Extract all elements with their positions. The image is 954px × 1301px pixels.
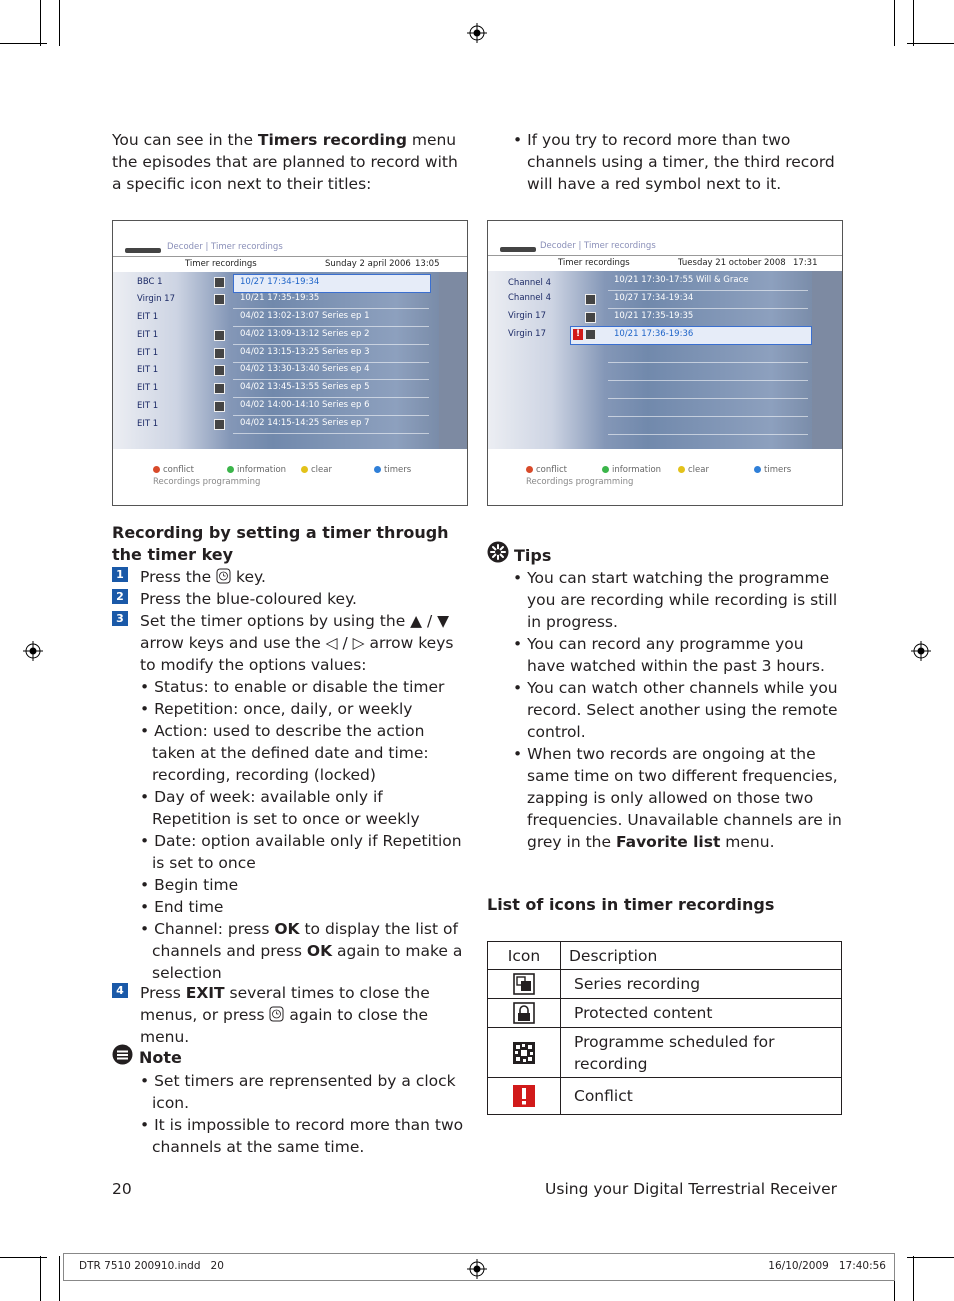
table-row: 04/02 13:30-13:40 Series ep 4	[233, 362, 429, 380]
tips-heading: Tips	[514, 546, 552, 565]
list-item: • It is impossible to record more than two channels at the same time.	[140, 1116, 464, 1156]
scheduled-icon	[585, 294, 596, 305]
channel-label: Virgin 17	[508, 329, 546, 339]
table-row	[608, 345, 808, 363]
list-item: • You can watch other channels while you record. Select another using the remote control.	[513, 679, 838, 741]
table-header-row	[488, 942, 842, 970]
channel-label: EIT 1	[137, 312, 159, 322]
decoder-logo	[500, 247, 536, 252]
table-row	[488, 1078, 842, 1115]
table-row: 04/02 13:45-13:55 Series ep 5	[233, 380, 429, 398]
notes-list	[140, 1070, 466, 1158]
channel-label: EIT 1	[137, 419, 159, 429]
crop-mark	[59, 0, 60, 46]
channel-label: Virgin 17	[508, 311, 546, 321]
registration-mark-icon	[23, 641, 43, 661]
screenshot-timer-recordings-conflict	[487, 220, 843, 506]
table-row	[488, 1028, 842, 1078]
note-heading: Note	[139, 1048, 182, 1067]
list-item: • Action: used to describe the action taken at the defined date and time: recording, recording (locked)	[140, 722, 429, 784]
slug-left: DTR 7510 200910.indd 20	[79, 1260, 224, 1272]
recordings-programming-label: Recordings programming	[153, 477, 261, 487]
scheduled-icon	[214, 294, 225, 305]
channel-label: EIT 1	[137, 330, 159, 340]
list-item: • You can record any programme you have watched within the past 3 hours.	[513, 635, 825, 675]
legend-conflict: conflict	[526, 465, 567, 475]
timer-key-icon	[269, 1006, 284, 1022]
screen-time: 17:31	[793, 258, 818, 268]
tips-icon	[487, 541, 509, 563]
scheduled-icon	[512, 1041, 536, 1065]
icon-description: Programme scheduled for recording	[561, 1028, 842, 1078]
step-badge: 4	[112, 983, 128, 998]
crop-mark	[913, 1256, 914, 1301]
conflict-icon	[512, 1084, 536, 1108]
series-icon	[214, 401, 225, 412]
table-row: 10/21 17:30-17:55 Will & Grace	[608, 273, 808, 291]
legend-information: information	[602, 465, 661, 475]
icons-table	[487, 941, 842, 1115]
legend-timers: timers	[754, 465, 791, 475]
left-right-arrows: ◁ / ▷	[325, 634, 365, 652]
legend-timers: timers	[374, 465, 411, 475]
conflict-intro: • If you try to record more than two channels using a timer, the third record will have a red symbol next to it.	[513, 131, 835, 193]
series-icon	[513, 973, 535, 995]
list-item: • When two records are ongoing at the same time on two different frequencies, zapping is only allowed on those two frequencies. Unavailable channels are in grey in the Favorite list menu.	[513, 745, 842, 851]
table-row: 04/02 14:15-14:25 Series ep 7	[233, 416, 429, 434]
icon-description: Conflict	[561, 1078, 842, 1115]
list-item: • Set timers are reprensented by a clock icon.	[140, 1072, 456, 1112]
channel-label: EIT 1	[137, 401, 159, 411]
channel-label: Channel 4	[508, 293, 552, 303]
screen-header	[113, 256, 467, 273]
step-2-text: Press the blue-coloured key.	[140, 590, 357, 608]
step-4-text: Press EXIT several times to close the menus, or press again to close the menu.	[140, 984, 430, 1046]
screen-header	[488, 255, 842, 272]
legend-conflict: conflict	[153, 465, 194, 475]
legend-information: information	[227, 465, 286, 475]
section-heading: Recording by setting a timer through the timer key	[112, 523, 449, 564]
list-item: • Channel: press OK to display the list of channels and press OK again to make a selection	[140, 920, 463, 982]
channel-label: BBC 1	[137, 277, 163, 287]
step-1-text: Press the key.	[140, 568, 266, 586]
list-item: • You can start watching the programme you are recording while recording is still in progress.	[513, 569, 838, 631]
breadcrumb: Decoder | Timer recordings	[167, 242, 283, 252]
table-row: 10/27 17:34-19:34	[233, 274, 431, 293]
list-item: • Day of week: available only if Repetition is set to once or weekly	[140, 788, 420, 828]
scheduled-icon	[214, 277, 225, 288]
crop-mark	[894, 0, 895, 46]
table-row: 10/27 17:34-19:34	[608, 291, 808, 309]
table-row-conflict: 10/21 17:36-19:36	[570, 326, 812, 345]
step-badge: 3	[112, 611, 128, 626]
series-icon	[214, 383, 225, 394]
screen-date: Tuesday 21 october 2008	[678, 258, 786, 268]
crop-mark	[59, 1256, 60, 1301]
page-number: 20	[112, 1180, 132, 1198]
legend-clear: clear	[301, 465, 332, 475]
channel-label: EIT 1	[137, 348, 159, 358]
conflict-icon: !	[573, 329, 583, 340]
step-badge: 1	[112, 567, 128, 582]
channel-label: EIT 1	[137, 383, 159, 393]
tips-list	[513, 567, 843, 853]
crop-mark	[40, 0, 41, 46]
list-item: • Repetition: once, daily, or weekly	[140, 700, 413, 718]
screen-date: Sunday 2 april 2006	[325, 259, 411, 269]
list-item: • Begin time	[140, 876, 239, 894]
scheduled-icon	[585, 329, 596, 340]
lock-icon	[513, 1002, 535, 1024]
header-icon: Icon	[488, 942, 561, 970]
table-row	[488, 999, 842, 1028]
breadcrumb: Decoder | Timer recordings	[540, 241, 656, 251]
scrollbar	[439, 272, 467, 449]
table-row: 04/02 14:00-14:10 Series ep 6	[233, 398, 429, 416]
scrollbar	[812, 271, 842, 449]
scheduled-icon	[585, 312, 596, 323]
step-badge: 2	[112, 589, 128, 604]
step-3-text: Set the timer options by using the ▲ / ▼ arrow keys and use the ◁ / ▷ arrow keys to modify the options values:	[140, 612, 454, 674]
screenshot-timer-recordings-series	[112, 220, 468, 506]
channel-label: EIT 1	[137, 365, 159, 375]
list-item: • Date: option available only if Repetition is set to once	[140, 832, 462, 872]
list-item: • End time	[140, 898, 224, 916]
channel-label: Virgin 17	[137, 294, 175, 304]
series-icon	[214, 348, 225, 359]
intro-bold-text: Timers recording	[257, 131, 407, 149]
table-row	[608, 363, 808, 381]
table-row: 04/02 13:15-13:25 Series ep 3	[233, 345, 429, 363]
intro-paragraph	[112, 129, 462, 195]
registration-mark-icon	[911, 641, 931, 661]
crop-mark	[907, 43, 954, 44]
table-row	[608, 381, 808, 399]
footer-title: Using your Digital Terrestrial Receiver	[545, 1180, 837, 1198]
decoder-logo	[125, 248, 161, 253]
crop-mark	[40, 1256, 41, 1301]
note-icon	[112, 1044, 133, 1065]
screen-title: Timer recordings	[558, 258, 630, 268]
series-icon	[214, 330, 225, 341]
icons-table-heading: List of icons in timer recordings	[487, 895, 775, 914]
series-icon	[214, 419, 225, 430]
header-description: Description	[561, 942, 842, 970]
timer-key-icon	[216, 568, 231, 584]
recordings-programming-label: Recordings programming	[526, 477, 634, 487]
screen-title: Timer recordings	[185, 259, 257, 269]
intro-text: menu the episodes that are planned to record with a specific icon next to their titles:	[112, 131, 458, 193]
channel-label: Channel 4	[508, 278, 552, 288]
options-list	[140, 676, 466, 984]
icon-description: Protected content	[561, 999, 842, 1028]
series-icon	[214, 365, 225, 376]
legend-clear: clear	[678, 465, 709, 475]
table-row: 10/21 17:35-19:35	[608, 309, 808, 327]
table-row: 10/21 17:35-19:35	[233, 291, 429, 309]
list-item: • Status: to enable or disable the timer	[140, 678, 445, 696]
crop-mark	[913, 0, 914, 46]
table-row: 04/02 13:02-13:07 Series ep 1	[233, 309, 429, 327]
table-row	[488, 970, 842, 999]
intro-text: You can see in the	[112, 131, 258, 149]
table-row: 04/02 13:09-13:12 Series ep 2	[233, 327, 429, 345]
table-row	[608, 417, 808, 435]
screen-time: 13:05	[415, 259, 440, 269]
table-row	[608, 399, 808, 417]
slug-right: 16/10/2009 17:40:56	[768, 1260, 886, 1272]
icon-description: Series recording	[561, 970, 842, 999]
registration-mark-icon	[467, 23, 487, 43]
crop-mark	[907, 1257, 954, 1258]
